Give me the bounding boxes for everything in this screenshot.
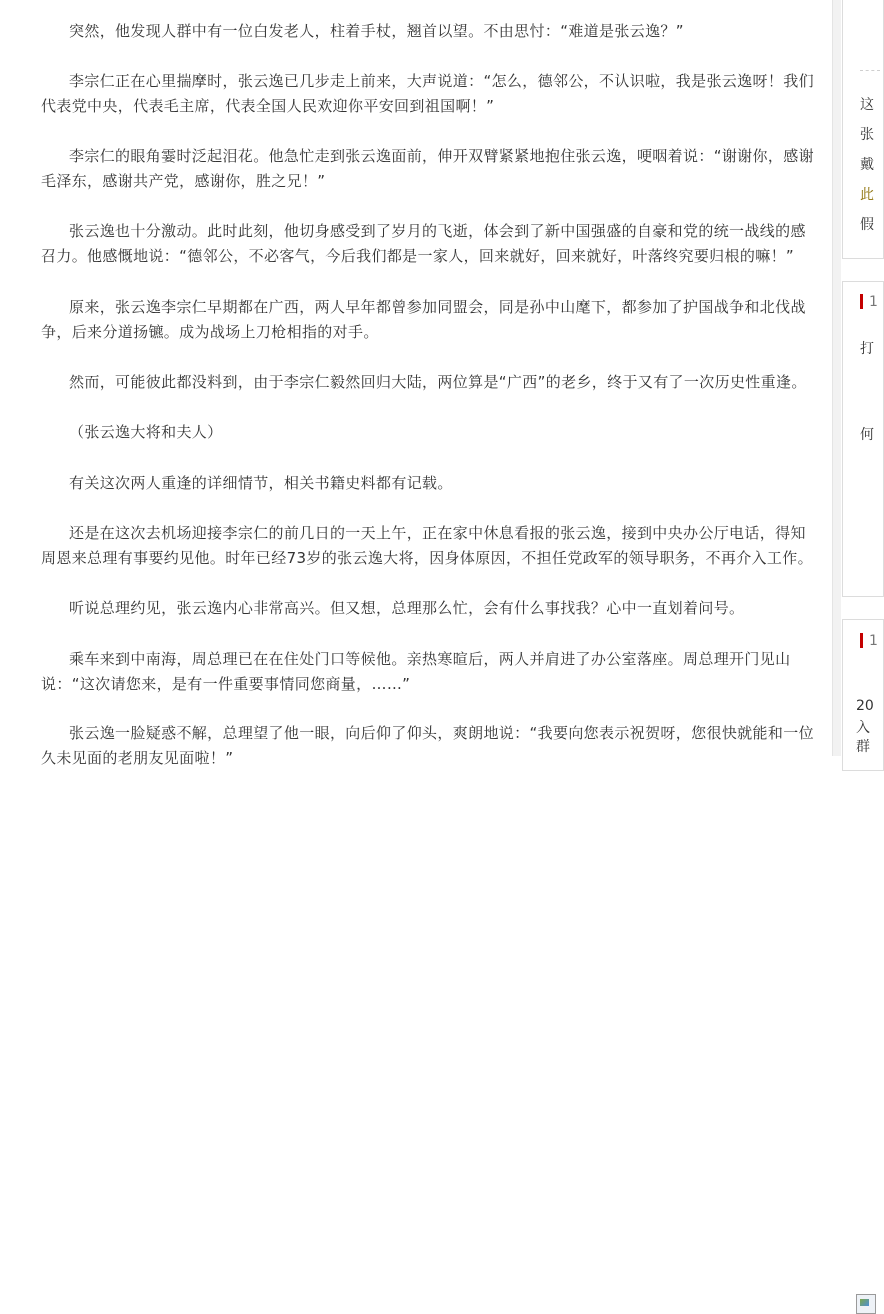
sidebar-link[interactable]: 群	[856, 739, 870, 755]
paragraph: 突然，他发现人群中有一位白发老人，柱着手杖，翘首以望。不由思忖：“难道是张云逸？”	[69, 22, 684, 40]
scrollbar[interactable]	[832, 0, 841, 756]
sidebar-link[interactable]: 入	[856, 720, 870, 736]
sidebar-link[interactable]: 张	[860, 127, 874, 143]
sidebar-link[interactable]: 这	[860, 97, 874, 113]
section-title: 1	[869, 633, 878, 649]
paragraph: 李宗仁的眼角霎时泛起泪花。他急忙走到张云逸面前，伸开双臂紧紧地抱住张云逸，哽咽着说：“谢谢你，感谢毛泽东，感谢共产党，感谢你，胜之兄！”	[41, 147, 814, 190]
paragraph: 乘车来到中南海，周总理已在在住处门口等候他。亲热寒暄后，两人并肩进了办公室落座。周总理开门见山说：“这次请您来，是有一件重要事情同您商量，……”	[41, 650, 791, 693]
sidebar-link[interactable]: 戴	[860, 157, 874, 173]
section-marker	[860, 633, 863, 648]
sidebar-link[interactable]: 打	[860, 341, 874, 357]
sidebar-link[interactable]: 20	[856, 698, 874, 714]
paragraph: 原来，张云逸李宗仁早期都在广西，两人早年都曾参加同盟会，同是孙中山麾下，都参加了护国战争和北伐战争，后来分道扬镳。成为战场上刀枪相指的对手。	[41, 298, 806, 341]
sidebar-image-box	[842, 619, 884, 771]
sidebar	[842, 0, 878, 756]
divider	[860, 70, 880, 71]
paragraph: 还是在这次去机场迎接李宗仁的前几日的一天上午，正在家中休息看报的张云逸，接到中央办公厅电话，得知周恩来总理有事要约见他。时年已经73岁的张云逸大将，因身体原因，不担任党政军的领导职务，不再介入工作。	[41, 524, 813, 567]
image-caption: （张云逸大将和夫人）	[69, 423, 223, 441]
section-marker	[860, 294, 863, 309]
thumbnail-image[interactable]	[856, 1294, 876, 1314]
paragraph: 张云逸一脸疑惑不解，总理望了他一眼，向后仰了仰头，爽朗地说：“我要向您表示祝贺呀，您很快就能和一位久未见面的老朋友见面啦！”	[41, 724, 814, 767]
sidebar-hot-box	[842, 281, 884, 597]
paragraph: 李宗仁正在心里揣摩时，张云逸已几步走上前来，大声说道：“怎么，德邻公，不认识啦，我是张云逸呀！我们代表党中央，代表毛主席，代表全国人民欢迎你平安回到祖国啊！”	[41, 72, 814, 115]
section-title: 1	[869, 294, 878, 310]
paragraph: 然而，可能彼此都没料到，由于李宗仁毅然回归大陆，两位算是“广西”的老乡，终于又有了一次历史性重逢。	[69, 373, 807, 391]
sidebar-link[interactable]: 假	[860, 217, 874, 233]
sidebar-link[interactable]: 何	[860, 427, 874, 443]
sidebar-link[interactable]: 此	[860, 187, 874, 203]
paragraph: 有关这次两人重逢的详细情节，相关书籍史料都有记载。	[69, 474, 453, 492]
paragraph: 张云逸也十分激动。此时此刻，他切身感受到了岁月的飞逝，体会到了新中国强盛的自豪和党的统一战线的感召力。他感慨地说：“德邻公，不必客气，今后我们都是一家人，回来就好，回来就好，叶落终究要归根的嘛！”	[41, 222, 806, 265]
paragraph: 听说总理约见，张云逸内心非常高兴。但又想，总理那么忙，会有什么事找我？心中一直划着问号。	[69, 599, 745, 617]
sidebar-related-box	[842, 0, 884, 259]
